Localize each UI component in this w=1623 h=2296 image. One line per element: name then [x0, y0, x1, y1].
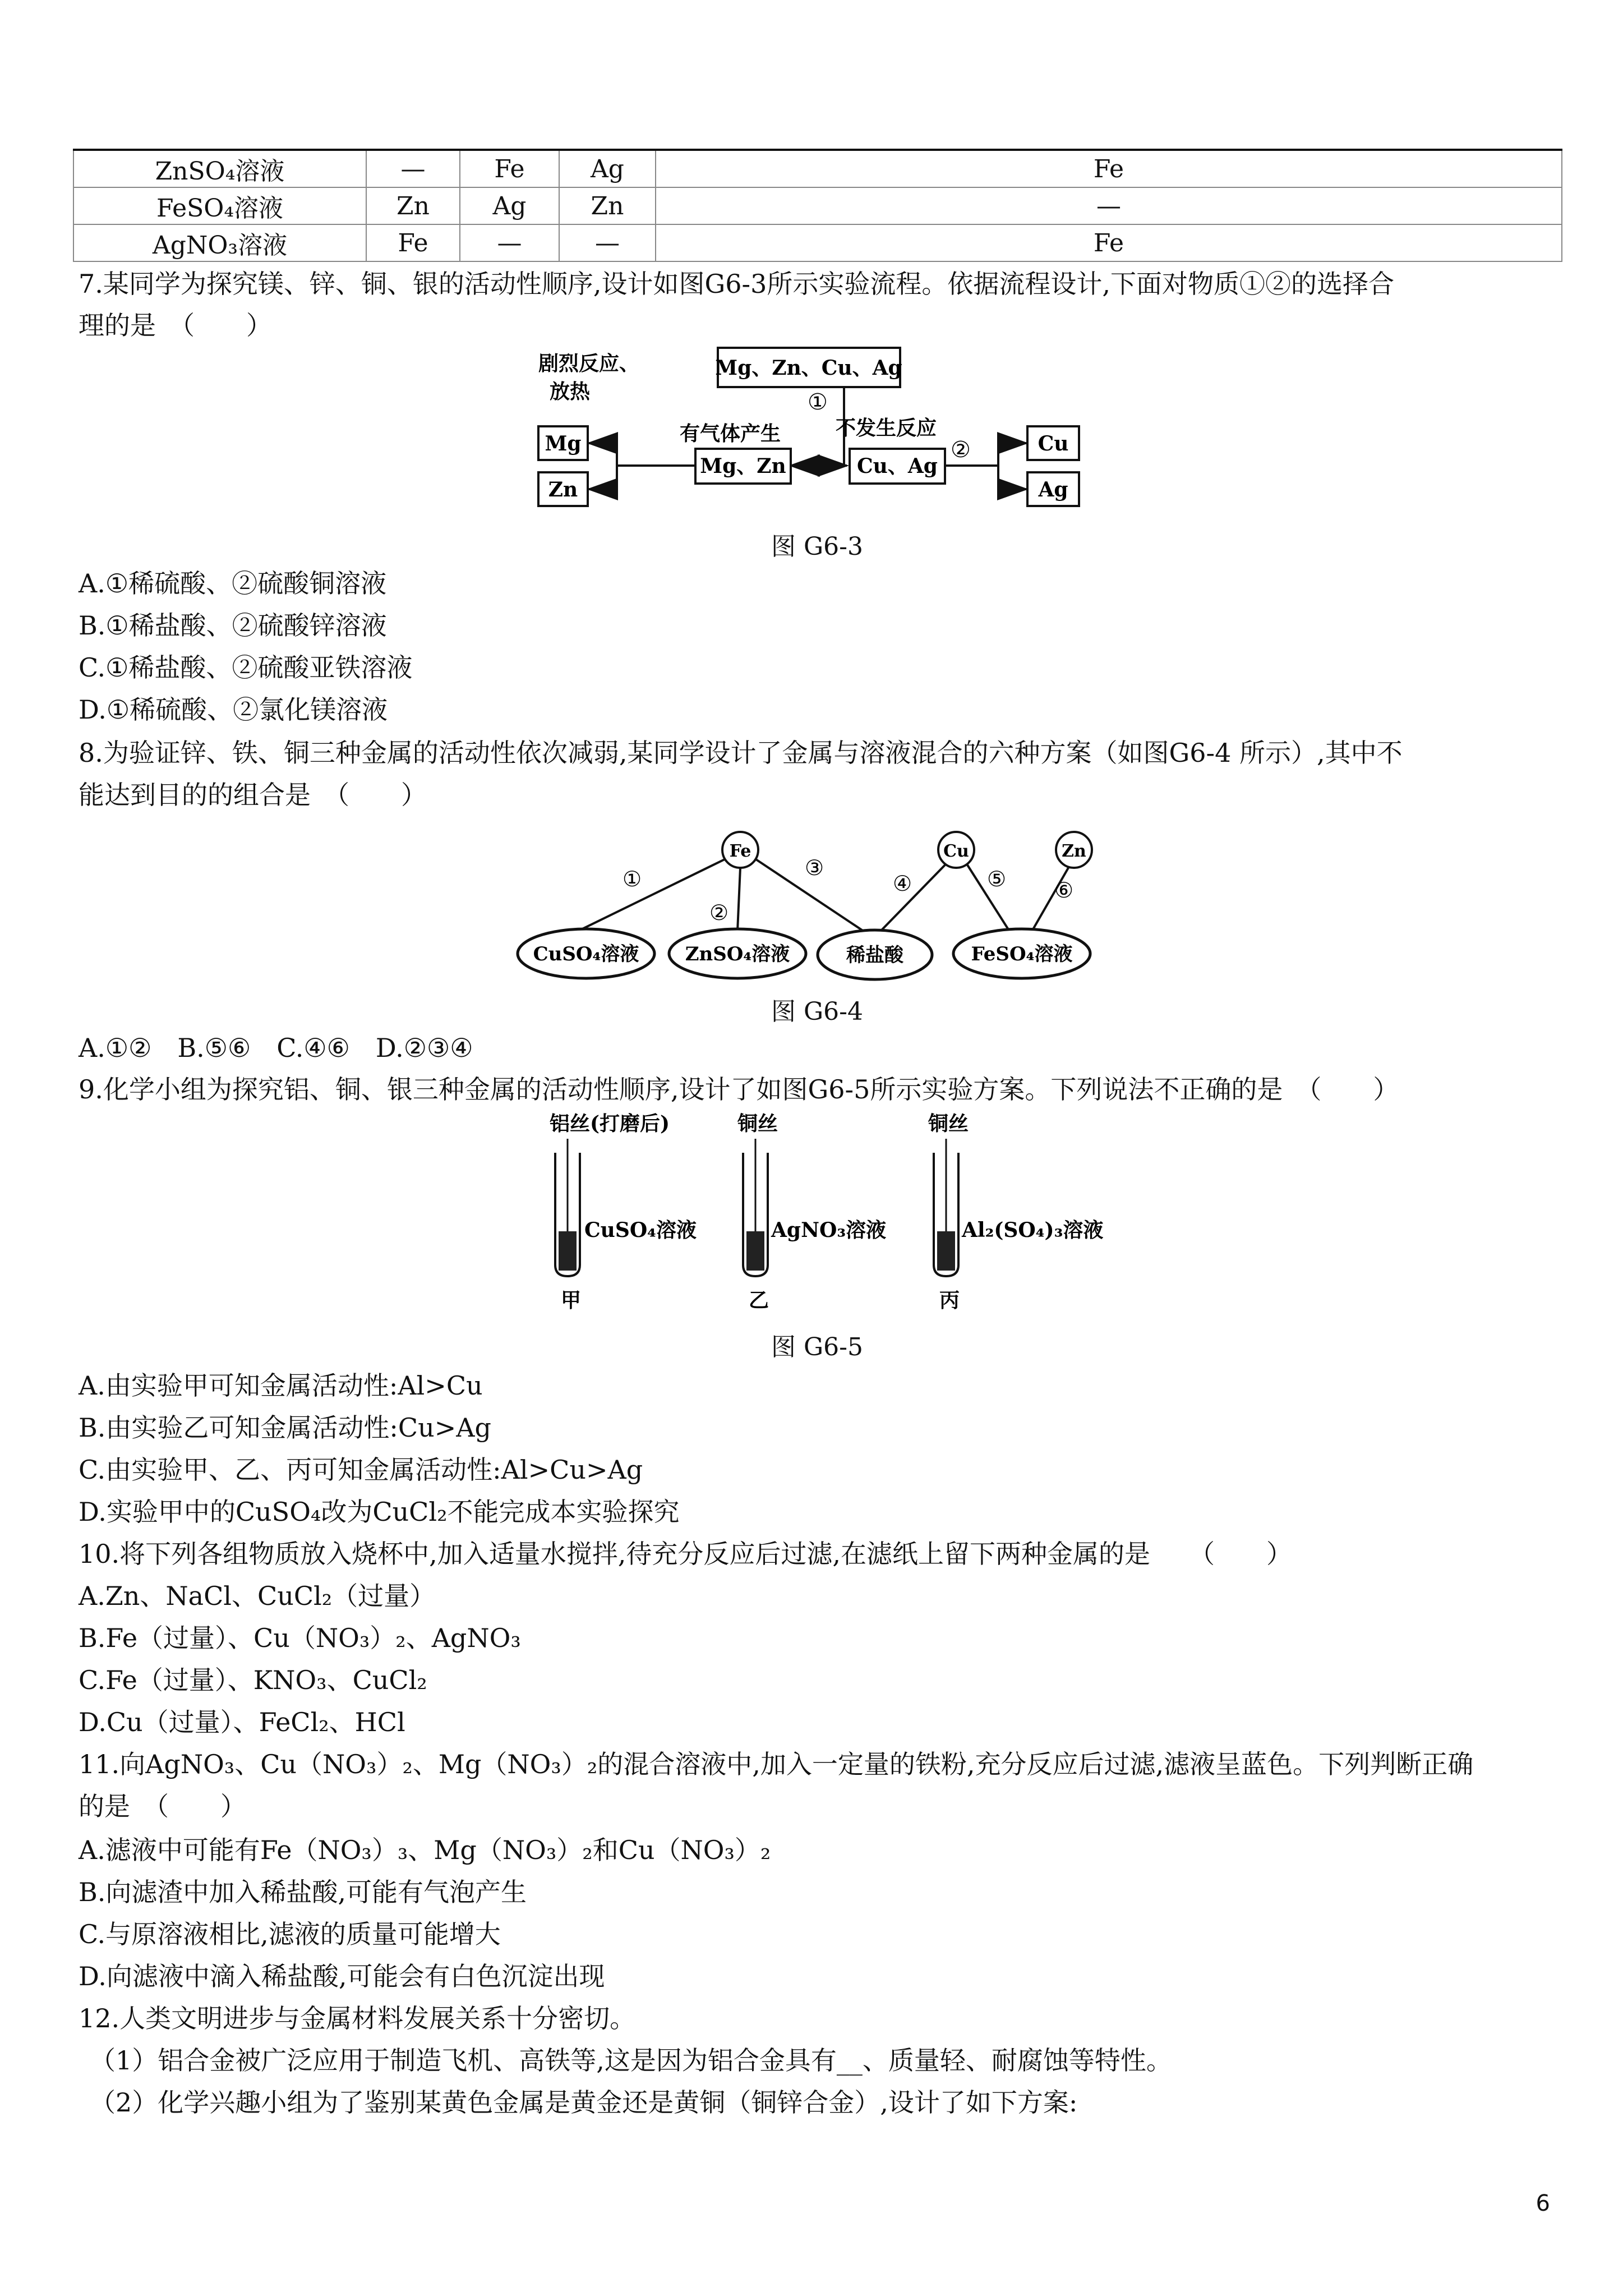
tube3-top-label: 铜丝 [928, 1112, 969, 1135]
metal-cu-text: Cu [943, 841, 969, 861]
scheme-num-4: ④ [893, 871, 912, 896]
tube1-top-label: 铝丝(打磨后) [550, 1112, 670, 1135]
page-number: 6 [1536, 2191, 1550, 2216]
table-cell: Fe [460, 150, 559, 187]
caption-g6-3: 图 G6-3 [771, 532, 863, 561]
metal-fe-text: Fe [729, 841, 751, 861]
box-cu-text: Cu [1038, 432, 1069, 455]
q12-part1: （1）铝合金被广泛应用于制造飞机、高铁等,这是因为铝合金具有__、质量轻、耐腐蚀等特性。 [90, 2045, 1172, 2076]
tube1-solution [559, 1231, 577, 1271]
q10-stem: 10.将下列各组物质放入烧杯中,加入适量水搅拌,待充分反应后过滤,在滤纸上留下两种金属的是 （ ） [79, 1539, 1293, 1569]
table-cell: FeSO₄溶液 [73, 187, 366, 224]
label-violent-2: 放热 [550, 380, 591, 403]
tube3-name: 丙 [939, 1289, 960, 1312]
q12-stem: 12.人类文明进步与金属材料发展关系十分密切。 [79, 2003, 636, 2033]
q10-option-a: A.Zn、NaCl、CuCl₂（过量） [79, 1581, 436, 1611]
box-mg-text: Mg [545, 432, 582, 455]
table-row [73, 187, 1562, 224]
tube2-top-label: 铜丝 [737, 1112, 778, 1135]
step1-num: ① [808, 389, 828, 415]
tube3-solution-label: Al₂(SO₄)₃溶液 [962, 1218, 1104, 1242]
label-violent-1: 剧烈反应、 [538, 352, 640, 375]
q9-stem: 9.化学小组为探究铝、铜、银三种金属的活动性顺序,设计了如图G6-5所示实验方案。下列说法不正确的是 （ ） [79, 1074, 1399, 1105]
table-cell: Ag [460, 187, 559, 224]
box-zn-text: Zn [548, 478, 578, 501]
table-cell: Zn [559, 187, 656, 224]
table-cell: — [460, 224, 559, 261]
table-row [73, 150, 1562, 187]
table-cell: Ag [559, 150, 656, 187]
table-cell: ZnSO₄溶液 [73, 150, 366, 187]
figure-g6-3 [533, 342, 1094, 527]
q7-stem-line2: 理的是 （ ） [79, 310, 272, 341]
solution-hcl-text: 稀盐酸 [846, 944, 903, 967]
table-cell: Fe [656, 224, 1562, 261]
q8-options: A.①② B.⑤⑥ C.④⑥ D.②③④ [79, 1033, 473, 1063]
figure-g6-4 [516, 825, 1122, 987]
q7-stem-line1: 7.某同学为探究镁、锌、铜、银的活动性顺序,设计如图G6-3所示实验流程。依据流程设计,下面对物质①②的选择合 [79, 269, 1394, 299]
q11-option-b: B.向滤渣中加入稀盐酸,可能有气泡产生 [79, 1877, 527, 1907]
table-cell: Zn [366, 187, 460, 224]
tube2-solution [746, 1231, 764, 1271]
caption-g6-4: 图 G6-4 [771, 997, 863, 1026]
q10-option-d: D.Cu（过量）、FeCl₂、HCl [79, 1707, 405, 1737]
q11-option-c: C.与原溶液相比,滤液的质量可能增大 [79, 1919, 501, 1949]
tube1-solution-label: CuSO₄溶液 [584, 1218, 697, 1242]
table-row [73, 224, 1562, 261]
tube2-name: 乙 [749, 1289, 769, 1312]
q11-stem-line2: 的是 （ ） [79, 1791, 246, 1821]
metal-zn-text: Zn [1062, 841, 1086, 861]
q7-option-c: C.①稀盐酸、②硫酸亚铁溶液 [79, 652, 413, 683]
step2-num: ② [951, 437, 971, 463]
table-cell: — [366, 150, 460, 187]
answer-table [73, 149, 1562, 262]
label-gas: 有气体产生 [680, 422, 781, 445]
table-cell: AgNO₃溶液 [73, 224, 366, 261]
box-mgzn-text: Mg、Zn [700, 454, 786, 478]
box-top-text: Mg、Zn、Cu、Ag [715, 356, 902, 380]
q8-stem-line1: 8.为验证锌、铁、铜三种金属的活动性依次减弱,某同学设计了金属与溶液混合的六种方案（如图G6-4 所示）,其中不 [79, 738, 1403, 768]
q11-stem-line1: 11.向AgNO₃、Cu（NO₃）₂、Mg（NO₃）₂的混合溶液中,加入一定量的铁粉,充分反应后过滤,滤液呈蓝色。下列判断正确 [79, 1749, 1474, 1779]
figure-g6-5 [533, 1108, 1150, 1321]
table-cell: Fe [656, 150, 1562, 187]
table-cell: — [559, 224, 656, 261]
scheme-num-6: ⑥ [1054, 878, 1074, 903]
q8-stem-line2: 能达到目的的组合是 （ ） [79, 780, 427, 810]
q11-option-a: A.滤液中可能有Fe（NO₃）₃、Mg（NO₃）₂和Cu（NO₃）₂ [79, 1835, 771, 1865]
scheme-num-3: ③ [805, 855, 824, 880]
solution-cuso4-text: CuSO₄溶液 [533, 943, 639, 965]
tube2-solution-label: AgNO₃溶液 [771, 1218, 887, 1242]
scheme-num-5: ⑤ [987, 867, 1007, 891]
q9-option-b: B.由实验乙可知金属活动性:Cu>Ag [79, 1412, 491, 1443]
q9-option-c: C.由实验甲、乙、丙可知金属活动性:Al>Cu>Ag [79, 1455, 643, 1485]
box-ag-text: Ag [1038, 478, 1068, 501]
tube1-name: 甲 [561, 1289, 582, 1312]
table-cell: — [656, 187, 1562, 224]
q7-option-a: A.①稀硫酸、②硫酸铜溶液 [79, 568, 387, 599]
box-cuag-text: Cu、Ag [857, 454, 938, 478]
solution-znso4-text: ZnSO₄溶液 [685, 943, 790, 965]
q9-option-d: D.实验甲中的CuSO₄改为CuCl₂不能完成本实验探究 [79, 1497, 680, 1527]
q7-option-d: D.①稀硫酸、②氯化镁溶液 [79, 694, 388, 725]
tube3-solution [937, 1231, 955, 1271]
q12-part2: （2）化学兴趣小组为了鉴别某黄色金属是黄金还是黄铜（铜锌合金）,设计了如下方案: [90, 2087, 1078, 2118]
label-noreact: 不发生反应 [836, 416, 937, 440]
scheme-num-2: ② [709, 900, 729, 925]
q10-option-b: B.Fe（过量）、Cu（NO₃）₂、AgNO₃ [79, 1623, 521, 1653]
q9-option-a: A.由实验甲可知金属活动性:Al>Cu [79, 1370, 483, 1401]
q10-option-c: C.Fe（过量）、KNO₃、CuCl₂ [79, 1665, 427, 1695]
q7-option-b: B.①稀盐酸、②硫酸锌溶液 [79, 610, 387, 641]
scheme-num-1: ① [623, 867, 642, 891]
table-cell: Fe [366, 224, 460, 261]
q11-option-d: D.向滤液中滴入稀盐酸,可能会有白色沉淀出现 [79, 1961, 605, 1991]
solution-feso4-text: FeSO₄溶液 [971, 943, 1073, 965]
caption-g6-5: 图 G6-5 [771, 1333, 863, 1361]
